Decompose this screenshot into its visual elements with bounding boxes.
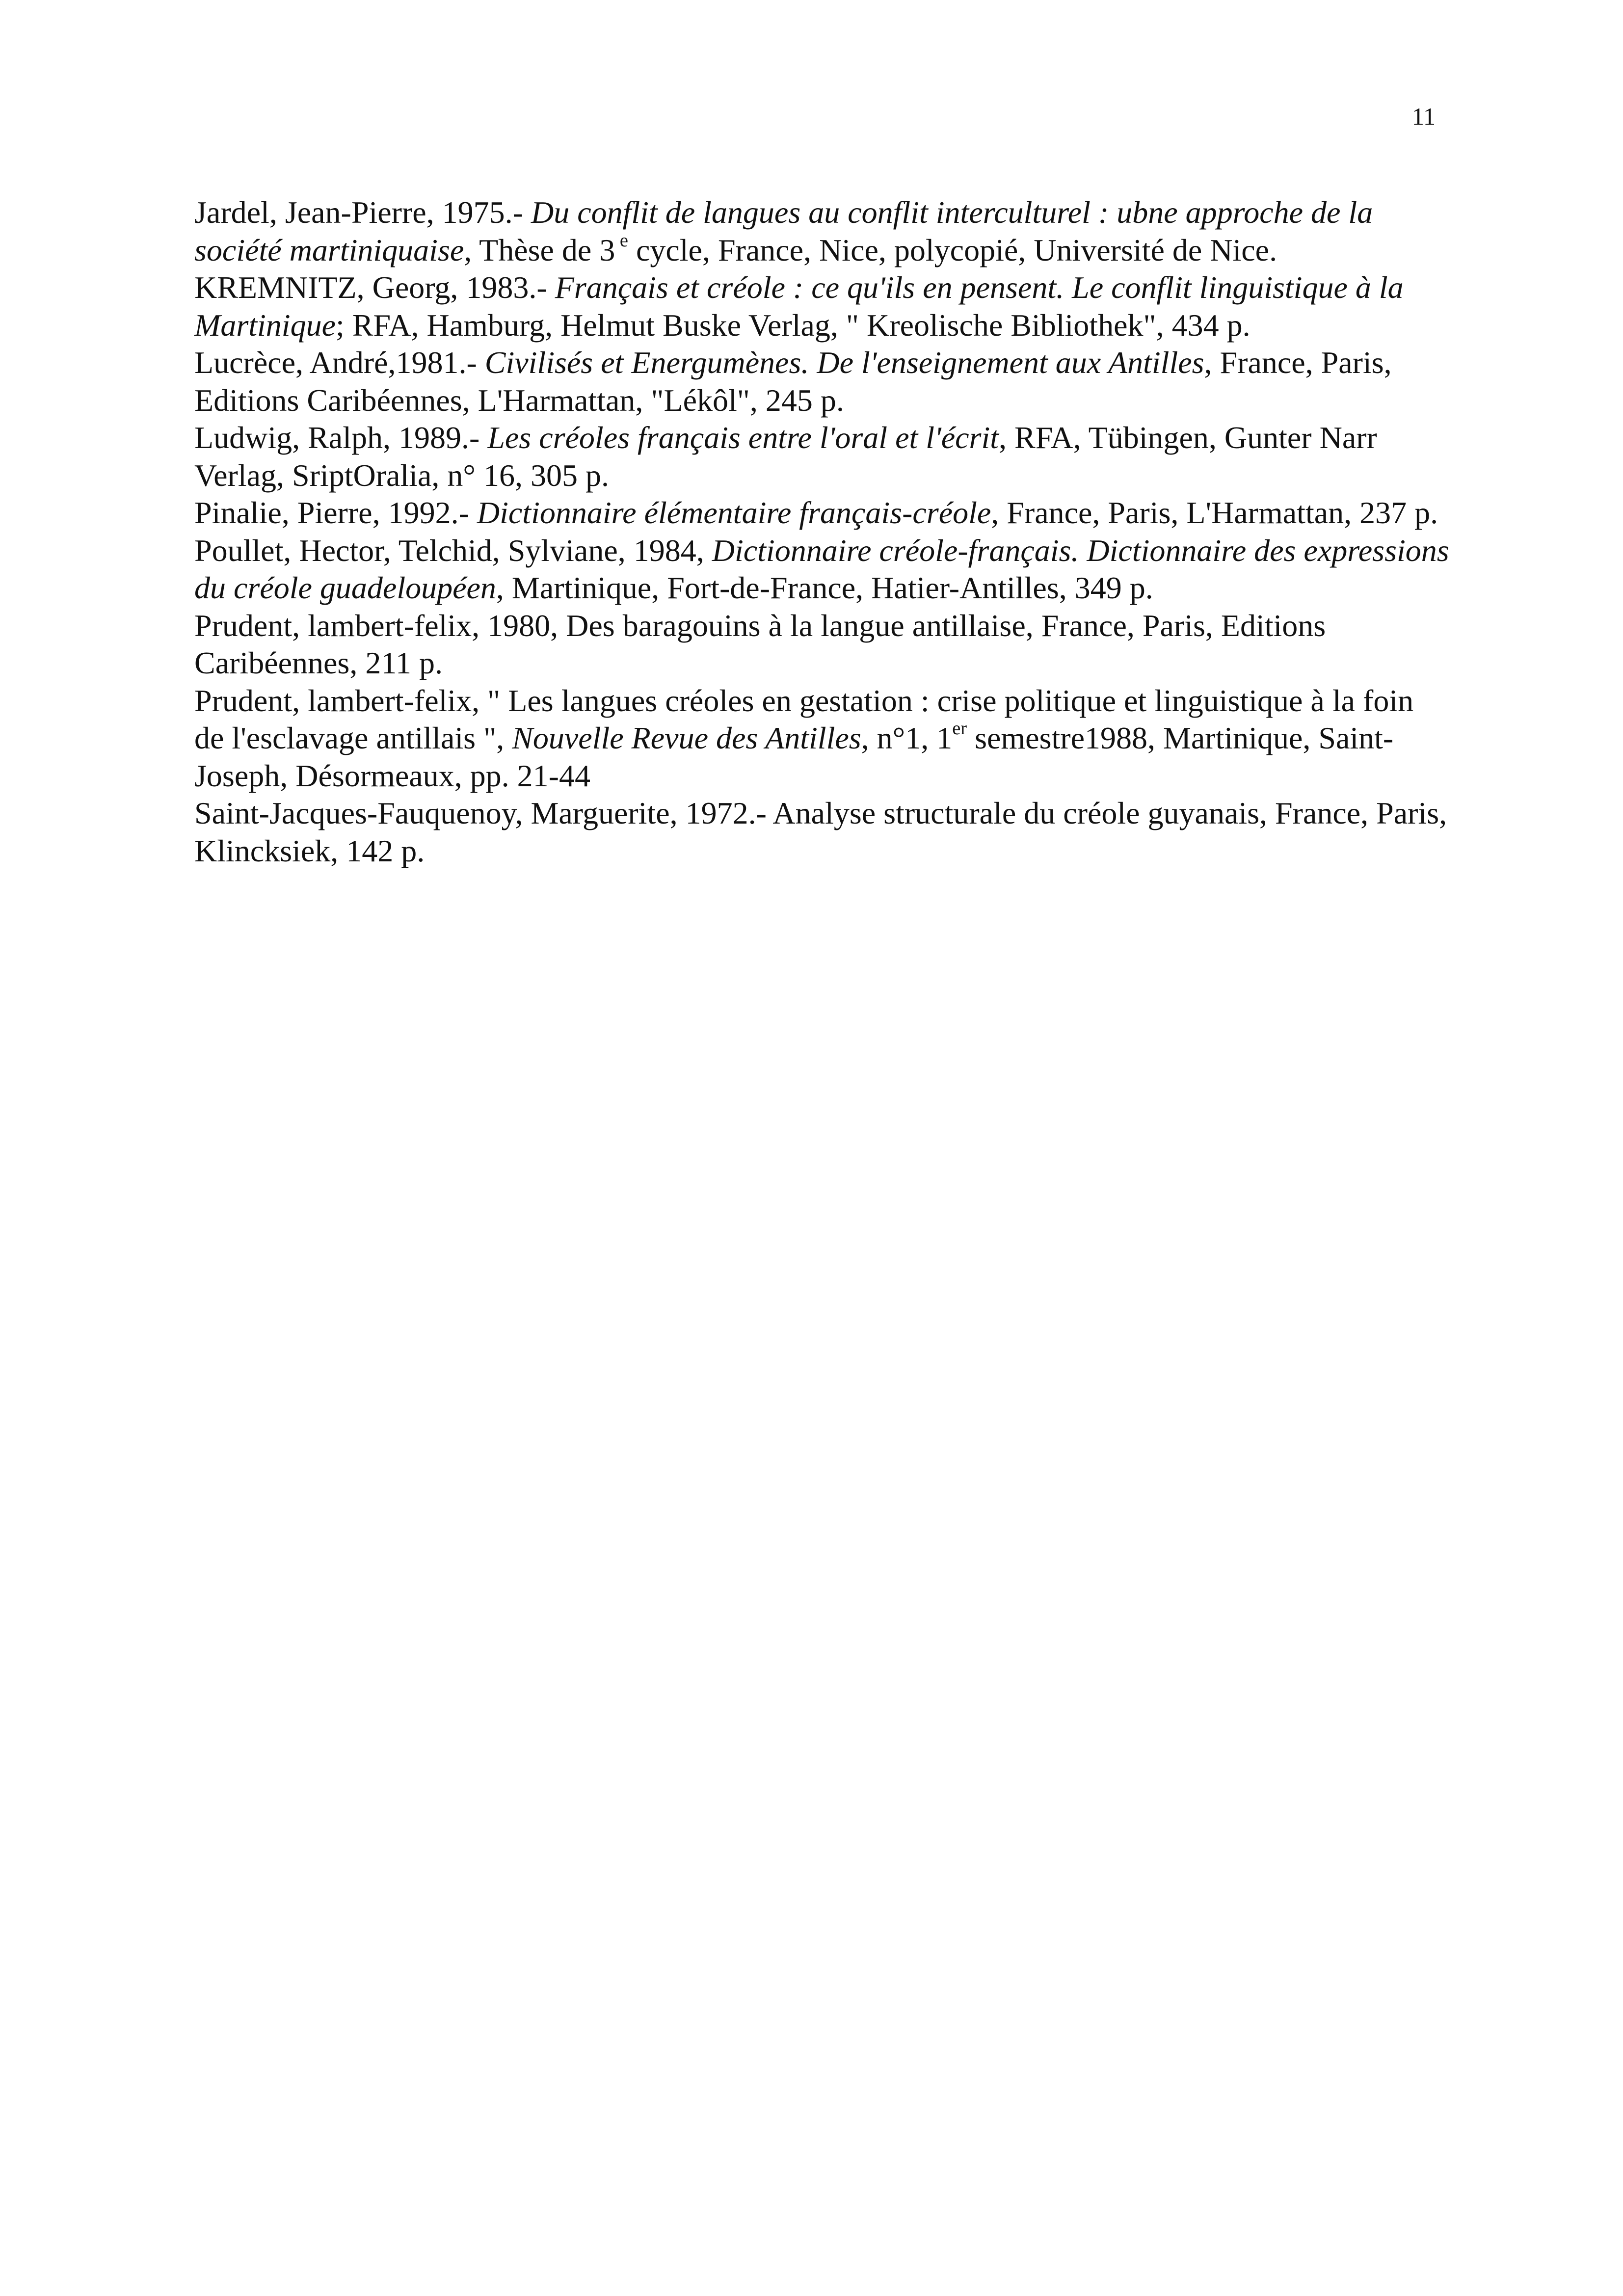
entry-text: , n°1, 1 (861, 721, 953, 755)
bibliography-entry (194, 194, 1451, 269)
entry-text: , Thèse de 3 (464, 232, 615, 267)
entry-text: , RFA, Tübingen, Gunter Narr Verlag, SriptOralia, n° 16, 305 p. (194, 420, 1377, 493)
entry-text: , Martinique, Fort-de-France, Hatier-Antilles, 349 p. (496, 570, 1153, 605)
entry-text: Ludwig, Ralph, 1989.- (194, 420, 488, 455)
bibliography-list (194, 194, 1451, 870)
entry-title-italic: Français et créole : ce qu'ils en pensent. Le conflit linguistique à la Martinique (194, 270, 1404, 343)
page-number: 11 (1411, 103, 1436, 130)
entry-text: Poullet, Hector, Telchid, Sylviane, 1984, (194, 533, 712, 568)
entry-title-italic: Du conflit de langues au conflit interculturel : ubne approche de la société martiniquaise (194, 195, 1373, 267)
entry-text: Saint-Jacques-Fauquenoy, Marguerite, 1972.- Analyse structurale du créole guyanais, France, Paris, Klincksiek, 142 p. (194, 796, 1447, 868)
bibliography-entry (194, 419, 1451, 494)
bibliography-entry (194, 269, 1451, 344)
entry-title-italic: Dictionnaire élémentaire français-créole (477, 495, 991, 530)
entry-text: Jardel, Jean-Pierre, 1975.- (194, 195, 531, 230)
bibliography-entry (194, 682, 1451, 795)
entry-text: ; RFA, Hamburg, Helmut Buske Verlag, " Kreolische Bibliothek", 434 p. (335, 307, 1251, 343)
entry-text: cycle, France, Nice, polycopié, Université de Nice. (628, 232, 1277, 267)
bibliography-entry (194, 494, 1451, 532)
bibliography-entry (194, 344, 1451, 419)
bibliography-entry (194, 607, 1451, 682)
bibliography-entry (194, 532, 1451, 607)
entry-text: , France, Paris, Editions Caribéennes, L'Harmattan, "Lékôl", 245 p. (194, 345, 1392, 418)
entry-text: KREMNITZ, Georg, 1983.- (194, 270, 555, 305)
entry-text: semestre1988, Martinique, Saint-Joseph, Désormeaux, pp. 21-44 (194, 721, 1394, 793)
entry-text: Prudent, lambert-felix, " Les langues créoles en gestation : crise politique et linguistique à la foin de l'esclavage antillais ", (194, 683, 1414, 755)
bibliography-entry (194, 795, 1451, 870)
entry-title-italic: Dictionnaire créole-français. Dictionnaire des expressions du créole guadeloupéen (194, 533, 1449, 605)
entry-title-italic: Civilisés et Energumènes. De l'enseignement aux Antilles (484, 345, 1204, 380)
superscript-text: e (615, 230, 628, 251)
entry-text: Pinalie, Pierre, 1992.- (194, 495, 477, 530)
entry-title-italic: Les créoles français entre l'oral et l'écrit (487, 420, 999, 455)
entry-title-italic: Nouvelle Revue des Antilles (512, 721, 861, 755)
superscript-text: er (952, 718, 967, 739)
entry-text: Lucrèce, André,1981.- (194, 345, 485, 380)
entry-text: , France, Paris, L'Harmattan, 237 p. (991, 495, 1438, 530)
entry-text: Prudent, lambert-felix, 1980, Des baragouins à la langue antillaise, France, Paris, Editions Caribéennes, 211 p. (194, 608, 1326, 680)
